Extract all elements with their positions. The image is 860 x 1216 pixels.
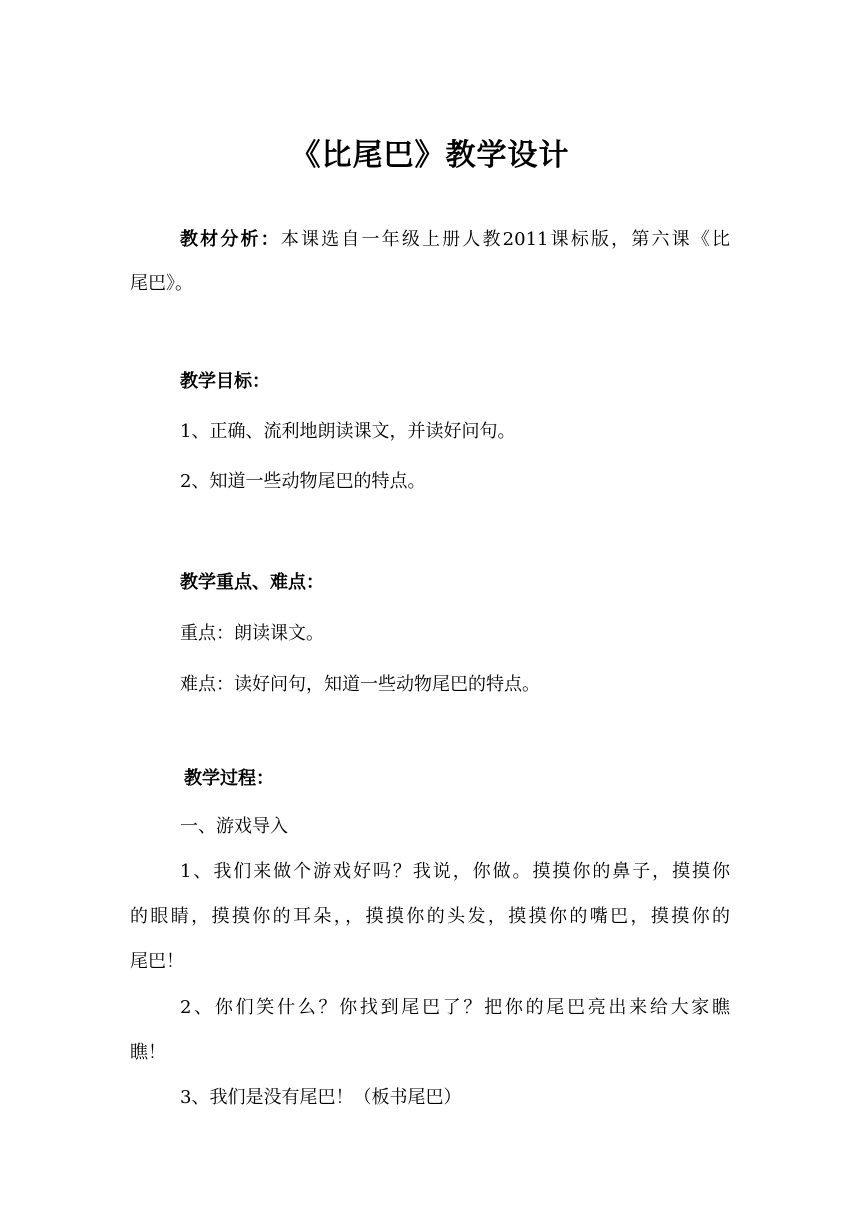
goal-item-1: 1、正确、流利地朗读课文，并读好问句。 bbox=[180, 421, 516, 442]
material-analysis-line1 bbox=[180, 228, 730, 252]
process-paragraph-1-line1: 1、我们来做个游戏好吗？我说，你做。摸摸你的鼻子，摸摸你 bbox=[180, 861, 730, 882]
process-section-1: 一、游戏导入 bbox=[180, 816, 288, 837]
goal-item-2: 2、知道一些动物尾巴的特点。 bbox=[180, 471, 426, 492]
process-paragraph-3: 3、我们是没有尾巴！（板书尾巴） bbox=[180, 1087, 462, 1108]
process-paragraph-1-line3: 尾巴！ bbox=[130, 951, 184, 972]
process-paragraph-2-line1: 2、你们笑什么？你找到尾巴了？把你的尾巴亮出来给大家瞧 bbox=[180, 997, 730, 1018]
material-analysis-label: 教材分析： bbox=[180, 229, 281, 250]
document-title: 《比尾巴》教学设计 bbox=[290, 138, 570, 173]
process-paragraph-1-line2: 的眼睛，摸摸你的耳朵，，摸摸你的头发，摸摸你的嘴巴，摸摸你的 bbox=[130, 906, 730, 927]
focus-heading: 教学重点、难点： bbox=[180, 572, 324, 593]
focus-difficulty: 难点：读好问句，知道一些动物尾巴的特点。 bbox=[180, 674, 540, 695]
process-heading: 教学过程： bbox=[184, 768, 274, 789]
process-paragraph-2-line2: 瞧！ bbox=[130, 1042, 166, 1063]
material-analysis-text: 本课选自一年级上册人教2011课标版，第六课《比 bbox=[280, 229, 731, 250]
goals-heading: 教学目标： bbox=[180, 371, 270, 392]
focus-key-point: 重点：朗读课文。 bbox=[180, 623, 324, 644]
material-analysis-line2: 尾巴》。 bbox=[130, 273, 193, 294]
